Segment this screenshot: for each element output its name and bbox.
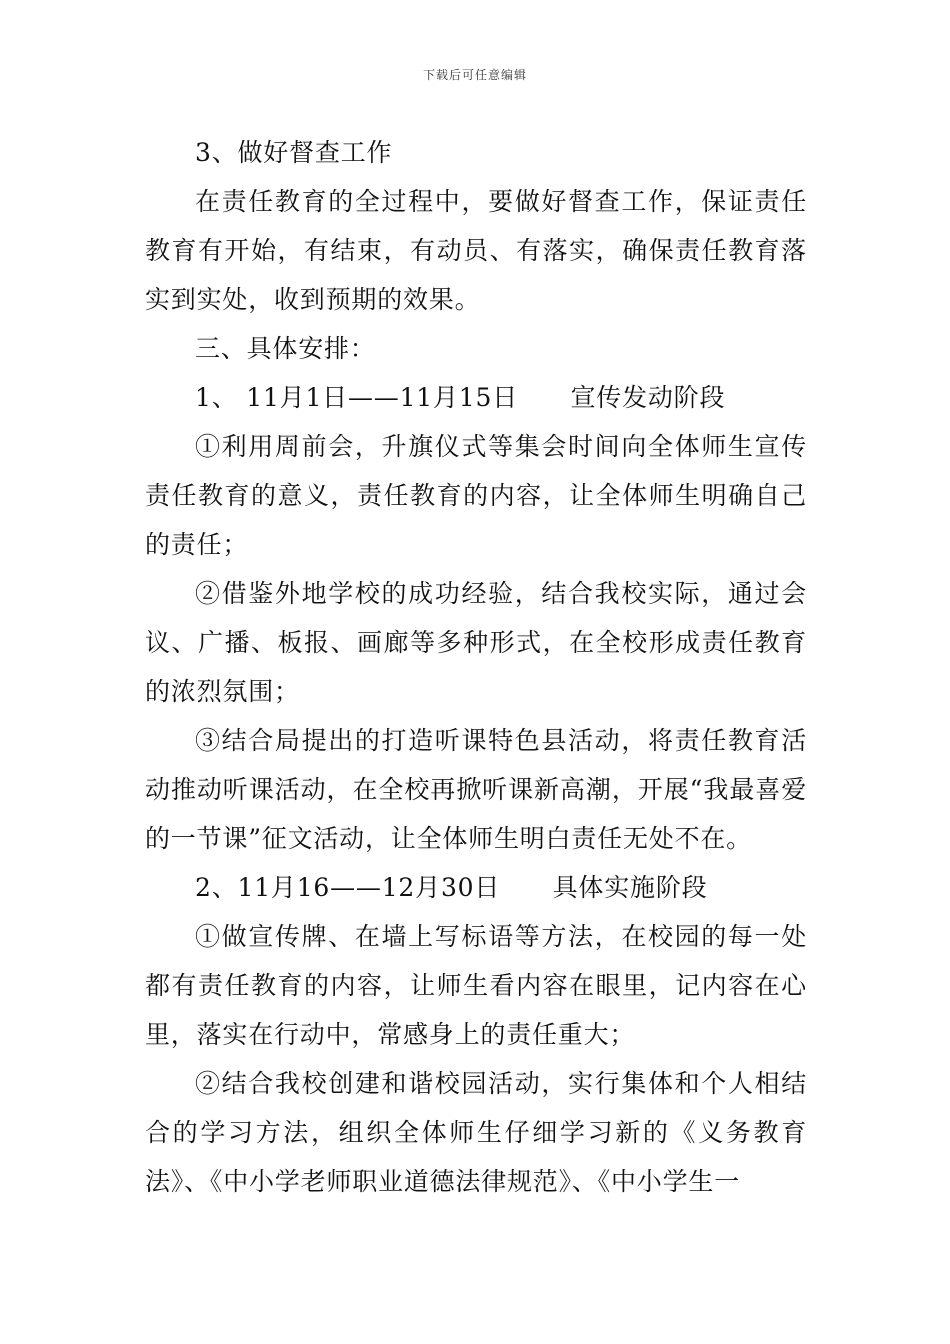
stage-1-item-1: ①利用周前会，升旗仪式等集会时间向全体师生宣传责任教育的意义，责任教育的内容，让全体师生明确自己的责任； xyxy=(145,432,807,559)
stage-2-item-2: ②结合我校创建和谐校园活动，实行集体和个人相结合的学习方法，组织全体师生仔细学习新的《义务教育法》、《中小学老师职业道德法律规范》、《中小学生一 xyxy=(145,1069,807,1196)
page-header-note: 下载后可任意编辑 xyxy=(422,68,527,82)
document-body xyxy=(145,128,807,1206)
section-heading-arrangement: 三、具体安排： xyxy=(195,334,376,363)
stage-1-item-2: ②借鉴外地学校的成功经验，结合我校实际，通过会议、广播、板报、画廊等多种形式，在全校形成责任教育的浓烈氛围； xyxy=(145,579,807,706)
stage-2-item-1: ①做宣传牌、在墙上写标语等方法，在校园的每一处都有责任教育的内容，让师生看内容在眼里，记内容在心里，落实在行动中，常感身上的责任重大； xyxy=(145,922,807,1049)
stage-2-heading: 2、11月16——12月30日 具体实施阶段 xyxy=(195,873,708,902)
stage-1-heading: 1、 11月1日——11月15日 宣传发动阶段 xyxy=(195,383,726,412)
paragraph-supervision: 在责任教育的全过程中，要做好督查工作，保证责任教育有开始，有结束，有动员、有落实，确保责任教育落实到实处，收到预期的效果。 xyxy=(145,187,807,314)
stage-1-item-3: ③结合局提出的打造听课特色县活动，将责任教育活动推动听课活动，在全校再掀听课新高潮，开展“我最喜爱的一节课”征文活动，让全体师生明白责任无处不在。 xyxy=(145,726,807,853)
section-heading-supervision: 3、做好督查工作 xyxy=(195,138,393,167)
